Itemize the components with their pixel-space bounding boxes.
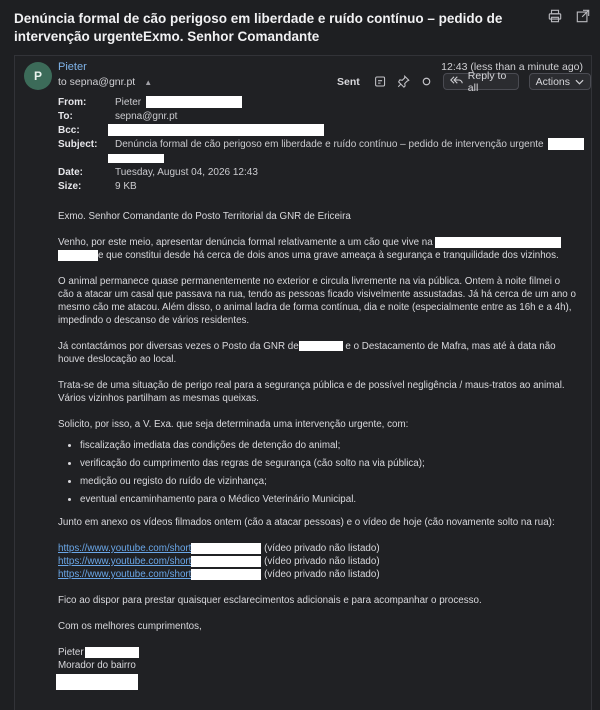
video-link-note: (vídeo privado não listado) [264, 569, 380, 580]
compose-icon[interactable] [374, 75, 387, 89]
message-actions [337, 69, 591, 94]
paragraph-6: Junto em anexo os vídeos filmados ontem (cão a atacar pessoas) e o vídeo de hoje (cão novamente solto na rua): [58, 517, 555, 528]
header-to-value[interactable]: sepna@gnr.pt [115, 111, 178, 122]
video-link-row [58, 542, 578, 555]
redaction-box [85, 647, 139, 658]
reply-all-label: Reply to all [467, 69, 507, 94]
reply-all-button[interactable] [443, 69, 519, 94]
external-link-icon[interactable] [576, 9, 590, 23]
message-card [14, 55, 592, 710]
video-link[interactable]: https://www.youtube.com/short [58, 569, 192, 580]
recipient-line[interactable] [58, 76, 152, 88]
video-link[interactable]: https://www.youtube.com/short [58, 556, 192, 567]
avatar: P [24, 62, 52, 90]
reply-all-icon [450, 75, 463, 88]
paragraph-3: Já contactámos por diversas vezes o Posto da GNR de e o Destacamento de Mafra, mas até à data não houve deslocação ao local. [58, 341, 556, 365]
redaction-box [435, 237, 561, 248]
recipient-text: to sepna@gnr.pt [58, 76, 136, 88]
closing: Com os melhores cumprimentos, [58, 621, 202, 632]
header-from-label: From: [58, 97, 87, 108]
header-subject-value: Denúncia formal de cão perigoso em liberdade e ruído contínuo – pedido de intervenção urgente [115, 139, 544, 150]
paragraph-5: Solicito, por isso, a V. Exa. que seja determinada uma intervenção urgente, com: [58, 419, 409, 430]
list-item: • eventual encaminhamento para o Médico Veterinário Municipal. [80, 493, 578, 506]
request-list [58, 439, 578, 506]
header-to-label: To: [58, 111, 73, 122]
actions-button[interactable] [529, 73, 591, 90]
redaction-box [191, 569, 261, 580]
redaction-box [56, 674, 138, 690]
video-link-note: (vídeo privado não listado) [264, 543, 380, 554]
list-item: • medição ou registo do ruído de vizinhança; [80, 475, 578, 488]
redaction-box [146, 96, 242, 108]
header-size-value: 9 KB [115, 181, 137, 192]
video-link-row [58, 568, 578, 581]
redaction-box [108, 124, 324, 136]
redaction-box [191, 556, 261, 567]
signature-name: Pieter [58, 647, 84, 658]
header-bcc-label: Bcc: [58, 125, 80, 136]
sender-name[interactable]: Pieter [58, 61, 87, 73]
actions-label: Actions [535, 75, 570, 88]
paragraph-4: Trata-se de uma situação de perigo real para a segurança pública e de possível negligência / maus-tratos ao animal. Vários vizinhos partilham as mesmas queixas. [58, 380, 565, 404]
header-subject-label: Subject: [58, 139, 98, 150]
sent-label: Sent [337, 75, 360, 88]
redaction-box [108, 154, 164, 163]
message-body [58, 210, 578, 690]
greeting: Exmo. Senhor Comandante do Posto Territorial da GNR de Ericeira [58, 211, 351, 222]
redaction-box [191, 543, 261, 554]
signature [58, 646, 578, 690]
read-status-icon[interactable] [420, 75, 433, 89]
video-link-row [58, 555, 578, 568]
message-timestamp: 12:43 (less than a minute ago) [441, 61, 583, 73]
pin-icon[interactable] [397, 75, 410, 89]
list-item: • verificação do cumprimento das regras de segurança (cão solto na via pública); [80, 457, 578, 470]
header-from-value[interactable]: Pieter [115, 97, 142, 108]
video-link-note: (vídeo privado não listado) [264, 556, 380, 567]
header-date-value: Tuesday, August 04, 2026 12:43 [115, 167, 258, 178]
signature-line: Morador do bairro [58, 660, 136, 671]
email-subject-title: Denúncia formal de cão perigoso em liberdade e ruído contínuo – pedido de intervenção urgenteExmo. Senhor Comandante [14, 11, 503, 44]
redaction-box [58, 250, 98, 261]
list-item: • fiscalização imediata das condições de detenção do animal; [80, 439, 578, 452]
printer-icon[interactable] [548, 9, 562, 23]
redaction-box [548, 138, 584, 150]
video-links [58, 542, 578, 581]
subject-header [0, 0, 600, 52]
top-toolbar [548, 9, 590, 23]
header-size-label: Size: [58, 181, 82, 192]
paragraph-2: O animal permanece quase permanentemente no exterior e circula livremente na via pública. Ontem à noite filmei o cão a atacar um casal que passava na rua, tendo as pessoas ficado visivelmente assustadas. Já há cerca de um ano o mesmo cão me atacou. Além disso, o animal ladra de forma contínua, dia e noite (especialmente entre as 16h e a 4h), impedindo o descanso de vários residentes. [58, 276, 576, 326]
redaction-box [299, 341, 343, 351]
header-date-label: Date: [58, 167, 84, 178]
chevron-down-icon [575, 76, 584, 88]
caret-up-icon[interactable]: ▲ [144, 77, 153, 87]
paragraph-1: Venho, por este meio, apresentar denúncia formal relativamente a um cão que vive na e que constitui desde há cerca de dois anos uma grave ameaça à segurança e tranquilidade dos vizinhos. [58, 236, 578, 262]
paragraph-7: Fico ao dispor para prestar quaisquer esclarecimentos adicionais e para acompanhar o processo. [58, 595, 482, 606]
video-link[interactable]: https://www.youtube.com/short [58, 543, 192, 554]
